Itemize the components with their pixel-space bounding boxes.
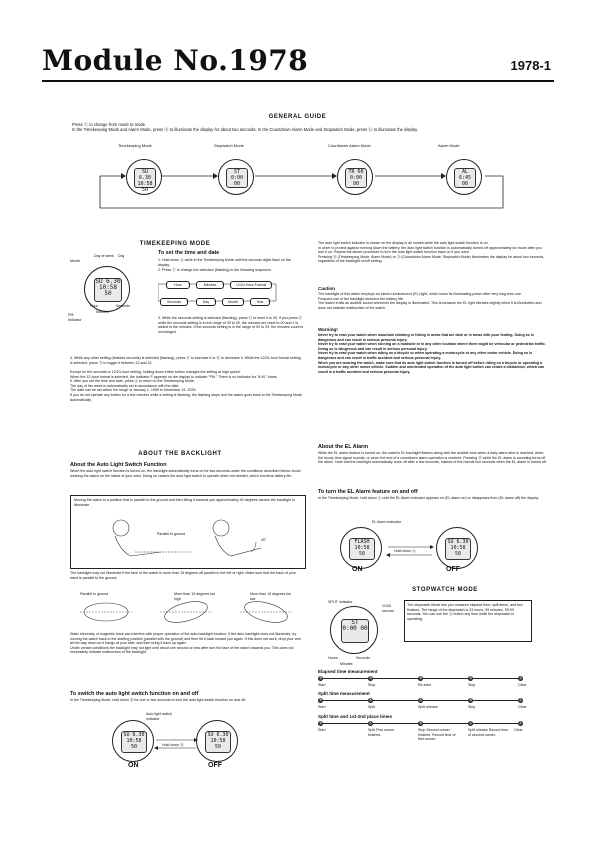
el-toggle-heading: To turn the EL Alarm feature on and off <box>318 489 418 495</box>
mode-cycle-arrows <box>95 150 515 220</box>
el-alarm-heading: About the EL Alarm <box>318 444 369 450</box>
note-5: The date can be set within the range of January 1, 1995 to December 31, 2039. <box>70 388 197 393</box>
caution-3: The watch emits an audible sound whenever the display is illuminated. This is because the EL light vibrates slightly when it is illuminated and does not indicate malfunction of the watch. <box>318 301 542 310</box>
pos-too-high: More than 15 degrees too high <box>174 592 216 601</box>
label-hour: Hour <box>90 304 98 308</box>
elapsed-key-3: Ⓑ <box>418 676 423 680</box>
warning-list <box>318 333 548 374</box>
finish-step-2: Split First runner finishes. <box>368 728 395 737</box>
header-rule <box>42 80 554 82</box>
set-time-heading: To set the time and date <box>158 250 220 256</box>
elapsed-sequence <box>318 676 528 690</box>
caution-list <box>318 292 548 310</box>
label-minutes: Minutes <box>96 310 109 314</box>
watch-alarm: AL 6:45 00 <box>446 159 482 195</box>
elapsed-key-5: Ⓐ <box>518 676 523 680</box>
mode-label-countdown: Countdown Alarm Mode <box>328 143 371 148</box>
el-indicator-label: EL Alarm indicator <box>372 520 402 524</box>
toggle-arrows <box>154 738 198 750</box>
seq-minutes: Minutes <box>196 281 224 289</box>
watch-el-on: FLASH 10:58 50 <box>340 527 382 569</box>
label-month: Month <box>70 259 80 263</box>
auto-light-bullets <box>318 241 548 264</box>
elapsed-step-1: Start <box>318 683 326 687</box>
auto-light-text: When the auto light switch function is turned on, the backlight automatically turns on for two seconds under the conditions described below. Avoid wearing the watch on the inside of your wrist. Doing so causes the auto light switch to operate when not needed, which shortens battery life. <box>70 469 301 478</box>
note-6: If you do not operate any button for a few minutes while a setting is flashing, the flashing stops and the watch goes back to the Timekeeping Mode automatically. <box>70 392 302 402</box>
parallel-note: The backlight may not illuminate if the face of the watch is more than 15 degrees off parallel to the left or right. Make sure that the back of your hand is parallel to the ground. <box>70 571 296 580</box>
seq-seconds: Seconds <box>160 298 188 306</box>
watch-stopwatch-large: ST 0:00 00 <box>330 606 378 654</box>
seq-month: Month <box>222 298 244 306</box>
on-label: ON <box>128 762 139 769</box>
watch-countdown: TR 60 0:00 00 <box>337 159 373 195</box>
watch-auto-light-on: SU 6.30 10:58 50 <box>112 720 154 762</box>
seq-day: Day <box>196 298 216 306</box>
elapsed-step-5: Clear <box>518 683 527 687</box>
label-day-of-week: Day of week <box>94 254 114 258</box>
switch-auto-light-text: In the Timekeeping Mode, hold down Ⓑ for one or two seconds to turn the auto light switch function on and off. <box>70 698 246 702</box>
watch-timekeeping: SU 6.30 10:58 50 <box>126 159 162 195</box>
note-3: 5. After you set the time and date, press Ⓐ to return to the Timekeeping Mode. <box>70 379 195 384</box>
caution-1: The backlight of this watch employs an electro-luminescent (EL) light, which loses its illuminating power after very long term use. <box>318 292 522 296</box>
label-split-indicator: SPLIT indicator <box>328 600 353 604</box>
warning-1: Never try to read your watch when mountain climbing or hiking in areas that are dark or in areas with poor footing. Doing so is dangerous and can result in serious personal injury. <box>318 333 534 342</box>
watch-timekeeping-large: SU 6.30 10:58 50 <box>84 266 130 312</box>
split-key-5: Ⓐ <box>518 698 523 702</box>
note-1: Except for the seconds or 12/24-hour setting, holding down either button changes the setting at high speed. <box>70 370 241 374</box>
hold-down-a-label: Hold down Ⓐ <box>394 549 416 553</box>
seq-year: Year <box>250 298 270 306</box>
caution-heading: Caution <box>318 286 336 291</box>
split-title: Split time measurement <box>318 691 370 696</box>
split-step-3: Split release <box>418 705 438 709</box>
set-step-3: 3. While the seconds setting is selected (flashing), press Ⓓ to reset it to 00. If you press Ⓓ while the seconds setting is in the range of 30 to 59, the minutes are reset to 00 and 1 is added to the minutes. If the seconds setting is in the range of 00 to 29, the minutes count is unchanged. <box>158 316 304 334</box>
caution-2: Frequent use of the backlight shortens the battery life. <box>318 296 404 301</box>
warning-heading: Warning! <box>318 327 338 332</box>
backlight-notes <box>70 632 304 655</box>
set-step-2: 2. Press Ⓒ to change the selection (flashing) in the following sequence. <box>158 268 272 272</box>
split-key-4: Ⓑ <box>468 698 473 702</box>
general-bullet-1: Press Ⓒ to change from mode to mode. <box>72 122 147 127</box>
right-bullet-2: In order to protect against running down the battery, the auto light switch function is automatically turned off approximately six hours after you turn it on. Repeat the above procedure to turn the auto light switch function back on if you want. <box>318 245 542 255</box>
finish-key-4: Ⓐ <box>468 721 473 725</box>
warning-3: Never try to read your watch when riding on a bicycle or when operating a motorcycle or any other motor vehicle. Doing so is dangerous and can result in traffic accident and serious personal injury. <box>318 351 533 360</box>
finish-key-2: Ⓐ <box>368 721 373 725</box>
finish-step-1: Start <box>318 728 326 732</box>
watch-auto-light-off: SU 6.30 10:58 50 <box>196 720 238 762</box>
elapsed-step-3: Re-start <box>418 683 431 687</box>
tilt-box-text: Moving the watch to a position that is parallel to the ground and then tilting it towards you approximately 40 degrees causes the backlight to illuminate. <box>74 498 296 507</box>
finish-step-3: Stop Second runner finishes. Record time of first runner. <box>418 728 456 742</box>
seq-hour: Hour <box>166 281 190 289</box>
elapsed-step-4: Stop <box>468 683 476 687</box>
right-bullet-1: The auto light switch indicator is shown on the display in all modes while the auto light switch function is on. <box>318 241 489 245</box>
mode-label-stopwatch: Stopwatch Mode <box>214 143 244 148</box>
mode-label-alarm: Alarm Mode <box>438 143 460 148</box>
elapsed-title: Elapsed time measurement <box>318 669 378 674</box>
split-sequence <box>318 698 528 712</box>
general-guide-heading: GENERAL GUIDE <box>268 114 327 120</box>
watch-el-off: SU 6.30 10:58 50 <box>436 527 478 569</box>
backlight-note-2: Under certain conditions the backlight may not light until about one second or less after turn the face of the watch towards you. This does not necessarily indicate malfunction of the backlight. <box>70 645 294 655</box>
el-toggle-arrows <box>386 545 434 557</box>
stopwatch-heading: STOPWATCH MODE <box>412 587 478 593</box>
warning-4: When you are wearing the watch, make sure that its auto light switch function is turned off before riding on a bicycle or operating a motorcycle or any other motor vehicle. Sudden and unintended operation of the auto light switch can create a distraction, which can result in a traffic accident and serious personal injury. <box>318 360 545 374</box>
module-code: 1978-1 <box>510 58 551 73</box>
finish-key-5: Ⓐ <box>518 721 523 725</box>
set-step-4: 4. While any other setting (besides seconds) is selected (flashing), press Ⓓ to increase it or Ⓑ to decrease it. While the 12/24-hour format setting is selected, press Ⓓ to toggle it between 12 and 24. <box>70 356 301 365</box>
split-step-5: Clear <box>518 705 527 709</box>
stopwatch-info-box <box>404 600 532 642</box>
timekeeping-heading: TIMEKEEPING MODE <box>139 241 211 247</box>
pos-too-low: More than 15 degrees too low <box>250 592 292 601</box>
elapsed-key-4: Ⓑ <box>468 676 473 680</box>
el-off-label: OFF <box>446 566 460 573</box>
finish-sequence <box>318 721 528 761</box>
set-step-1: 1. Hold down Ⓐ while in the Timekeeping Mode until the seconds digits flash on the display. <box>158 258 291 267</box>
mode-label-timekeeping: Timekeeping Mode <box>118 143 152 148</box>
label-pm-indicator: PM indicator <box>68 313 82 322</box>
note-2: When the 12-hour format is selected, the indicator P appears on the display to indicate "PM." There is no indicator for "A.M." times. <box>70 374 278 379</box>
angle-label: 40° <box>261 538 267 542</box>
auto-light-heading: About the Auto Light Switch Function <box>70 462 167 468</box>
parallel-label: Parallel to ground <box>157 532 186 536</box>
general-bullet-2: In the Timekeeping Mode and Alarm Mode, press Ⓑ to illuminate the display for about two seconds. In the Countdown Alarm Mode and Stopwatch Mode, press Ⓓ to illuminate the display. <box>72 127 419 132</box>
switch-auto-light-heading: To switch the auto light switch function on and off <box>70 691 199 697</box>
tilt-box <box>70 495 306 569</box>
seq-12-24: 12/24 Hour Format <box>230 281 272 289</box>
elapsed-key-2: Ⓑ <box>368 676 373 680</box>
label-seconds: Seconds <box>116 304 130 308</box>
note-4: The day of the week is automatically set in accordance with the date. <box>70 383 180 388</box>
el-on-label: ON <box>352 566 363 573</box>
label-sw-minutes: Minutes <box>340 662 353 666</box>
backlight-heading: ABOUT THE BACKLIGHT <box>138 451 222 457</box>
finish-step-4: Split release Record time of second runner. <box>468 728 509 737</box>
el-toggle-text: In the Timekeeping Mode, hold down Ⓐ until the EL Alarm indicator appears on (EL alarm on) or disappears from (EL alarm off) the display. <box>318 496 539 500</box>
right-bullet-3: Pressing Ⓑ (Timekeeping Mode, Alarm Mode) or Ⓓ (Countdown Alarm Mode, Stopwatch Mode) illuminates the display for about two seconds, regardless of the backlight on/off setting. <box>318 254 545 264</box>
label-day: Day <box>118 254 125 258</box>
elapsed-key-1: Ⓑ <box>318 676 323 680</box>
label-sw-seconds: Seconds <box>356 656 370 660</box>
split-key-1: Ⓑ <box>318 698 323 702</box>
auto-light-indicator-label: Auto light switch indicator <box>146 712 172 721</box>
split-key-2: Ⓐ <box>368 698 373 702</box>
label-1-100-second: 1/100 second <box>382 604 394 613</box>
watch-stopwatch: ST 0:00 00 <box>218 159 254 195</box>
stopwatch-info-text: The stopwatch Mode lets you measure elapsed time, split times, and two finishes. The range of the stopwatch is 23 hours, 59 minutes, 59.99 seconds. You can use the Ⓐ button any time while the stopwatch is operating. <box>407 603 523 621</box>
el-alarm-text: While the EL alarm feature is turned on, the watch's EL backlight flashes along with the audible tone when a daily alarm time is reached, when the hourly time signal sounds, or when the end of a countdown alarm operation is reached. Pressing Ⓑ while the EL alarm is sounding turns off the alarm. Note that the backlight automatically turns off after a few seconds, instead of the normal two seconds when the EL alarm is turned off. <box>318 451 547 465</box>
off-label: OFF <box>208 762 222 769</box>
timekeeping-notes <box>70 370 304 402</box>
split-step-2: Split <box>368 705 375 709</box>
label-sw-hours: Hours <box>328 656 338 660</box>
module-title: Module No.1978 <box>42 44 309 77</box>
pos-parallel: Parallel to ground <box>80 592 109 596</box>
elapsed-step-2: Stop <box>368 683 376 687</box>
finish-title: Split time and 1st-2nd place times <box>318 714 393 719</box>
split-step-4: Stop <box>468 705 476 709</box>
setting-sequence <box>158 281 308 311</box>
split-step-1: Start <box>318 705 326 709</box>
split-key-3: Ⓐ <box>418 698 423 702</box>
finish-key-3: Ⓑ <box>418 721 423 725</box>
warning-2: Never try to read your watch when running on a roadside or in any other location where there might be vehicular or pedestrian traffic. Doing so is dangerous and can result in serious personal injury. <box>318 342 546 351</box>
hold-down-b-label: Hold down Ⓑ <box>162 743 184 747</box>
finish-step-5: Clear <box>514 728 523 732</box>
finish-key-1: Ⓑ <box>318 721 323 725</box>
backlight-note-1: Static electricity or magnetic force can interfere with proper operation of the auto backlight function. If the auto backlight does not illuminate, try moving the watch back to the starting position (parallel with the ground) and then tilt it back toward you again. If this does not work, drop your arm all the way down so it hangs at your side, and then bring it back up again. <box>70 632 301 646</box>
